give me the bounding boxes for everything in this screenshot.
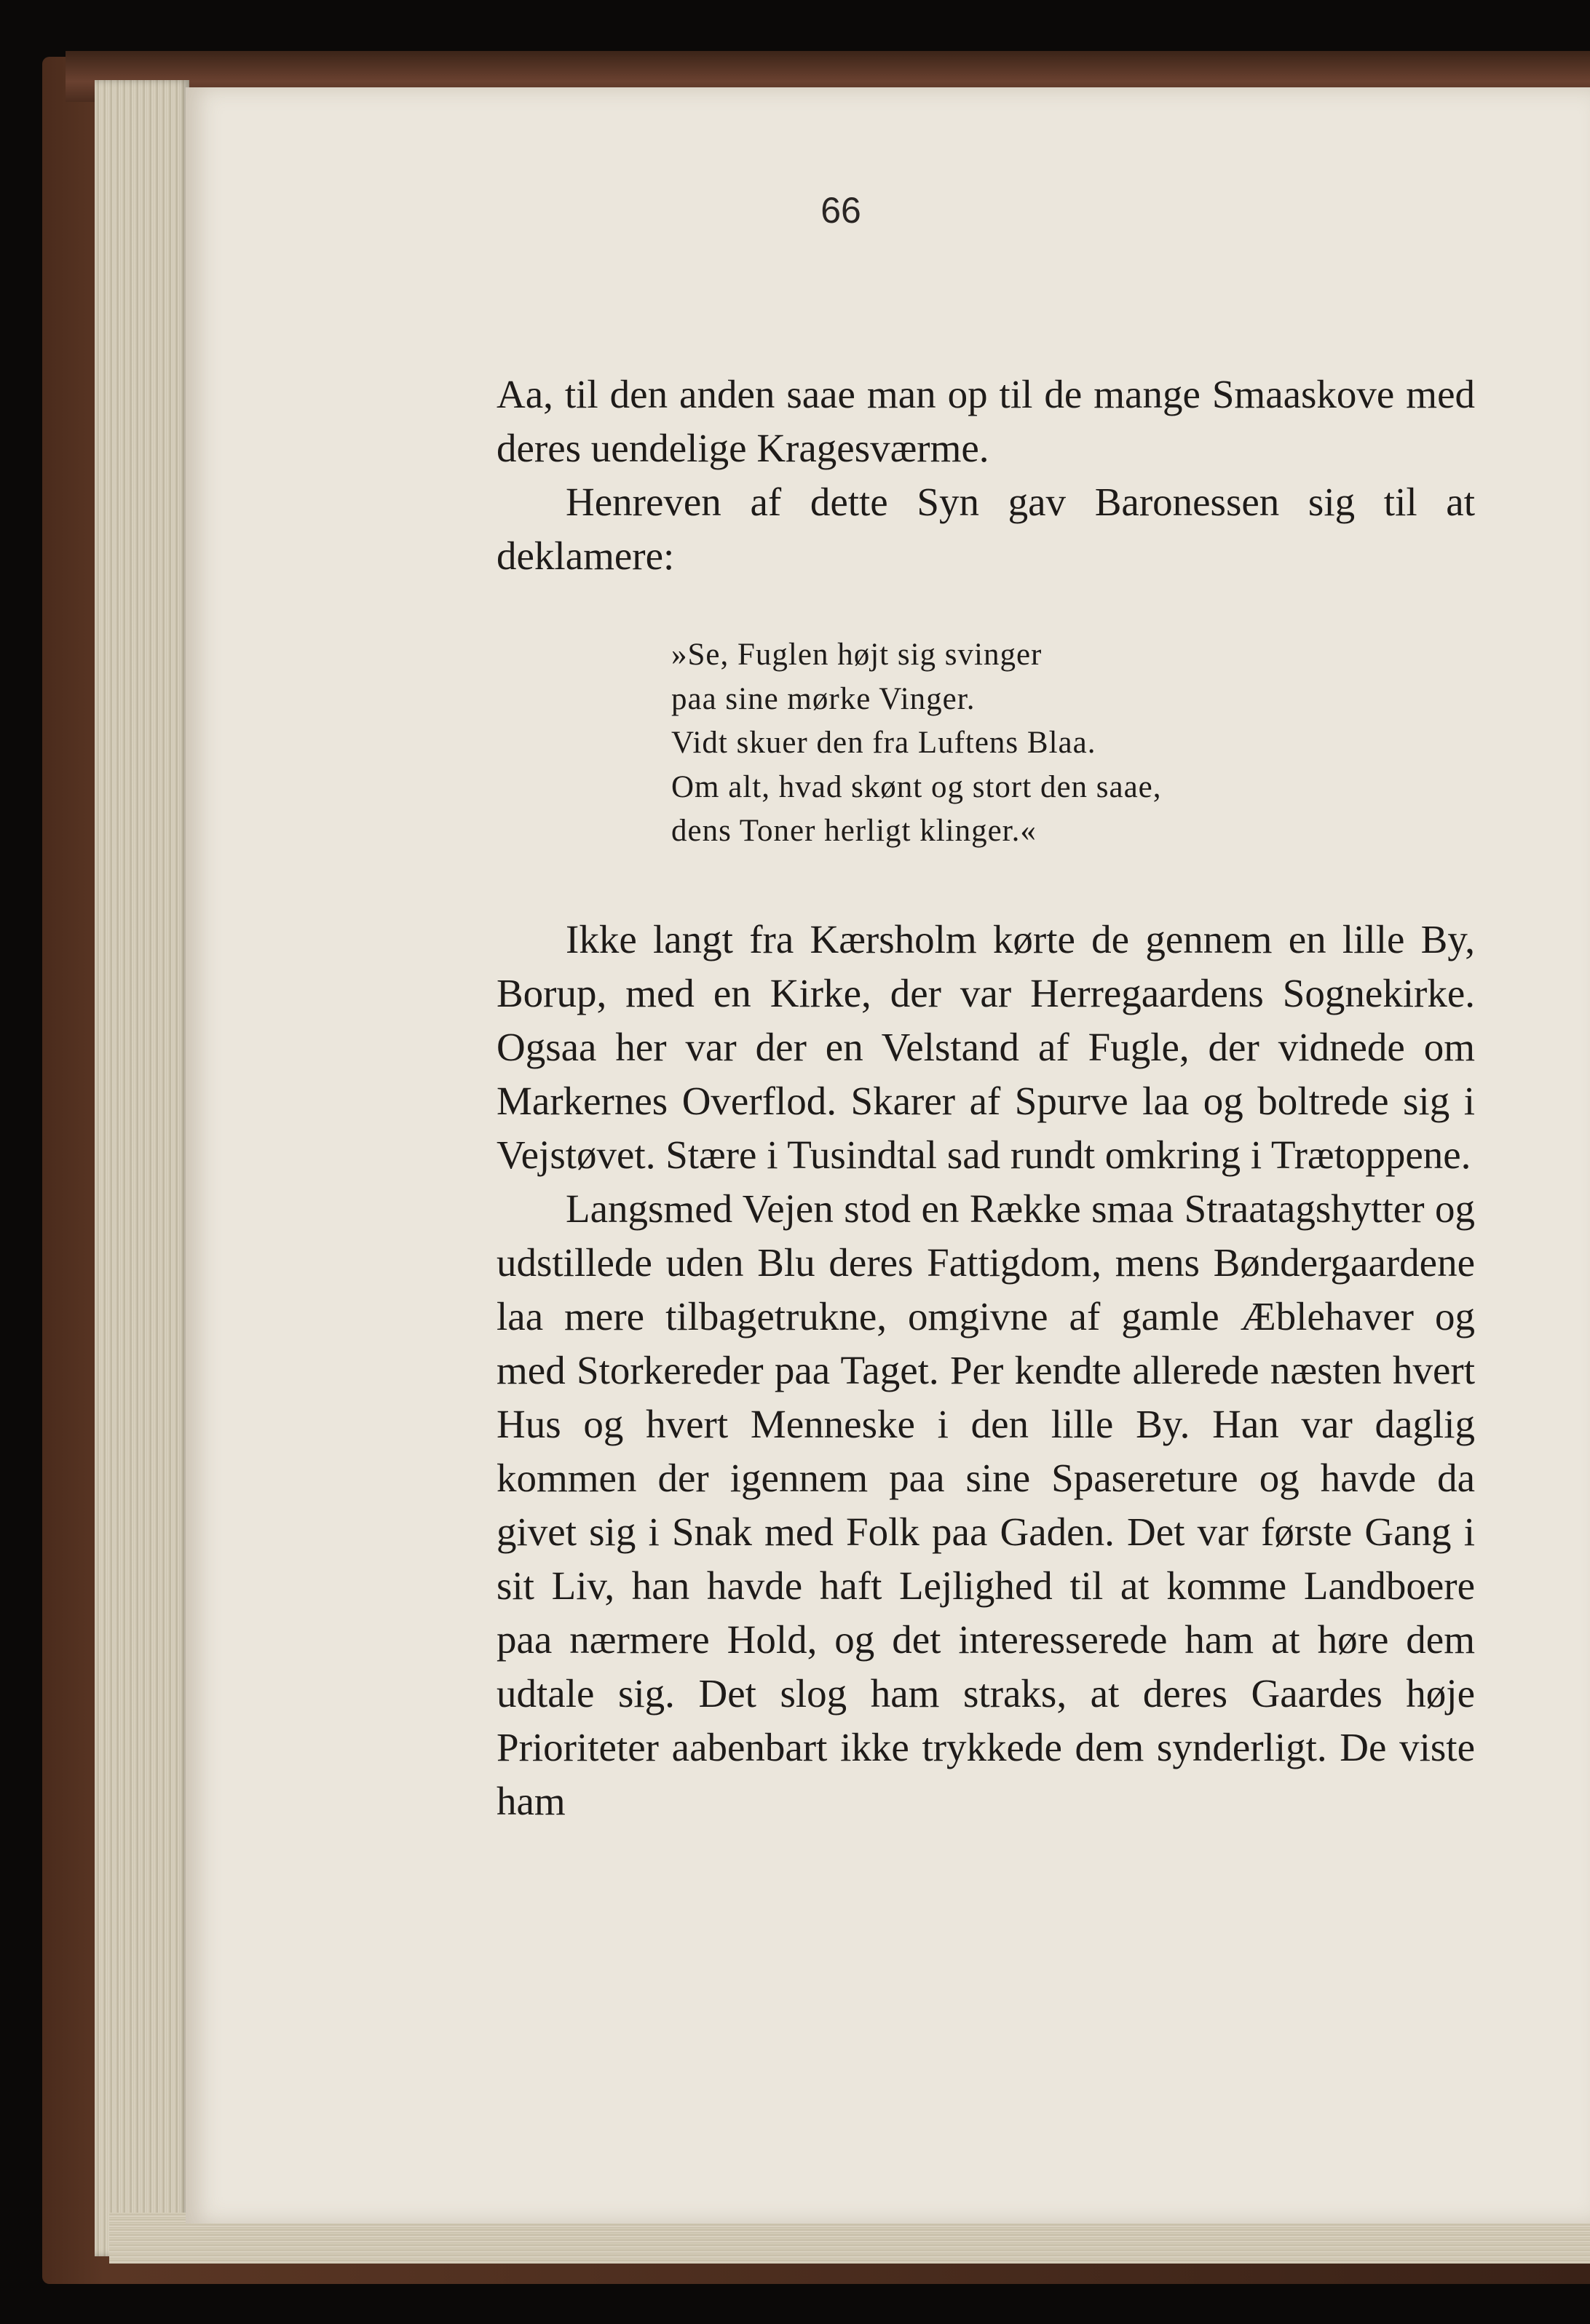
paragraph: Aa, til den anden saae man op til de mange Smaaskove med deres uendelige Kragesværme. (497, 372, 1475, 470)
poem-quote (671, 633, 1399, 854)
poem-line: dens Toner herligt klinger.« (671, 814, 1037, 848)
paragraph: Ikke langt fra Kærsholm kørte de gennem en lille By, Borup, med en Kirke, der var Herregaardens Sognekirke. Ogsaa her var der en Velstand af Fugle, der vidnede om Markernes Overflod. Skarer af Spurve laa og boltrede sig i Vejstøvet. Stære i Tusindtal sad rundt omkring i Trætoppene. (497, 917, 1475, 1177)
page-number: 66 (820, 190, 861, 231)
poem-line: Vidt skuer den fra Luftens Blaa. (671, 726, 1096, 760)
poem-line: »Se, Fuglen højt sig svinger (671, 638, 1043, 672)
poem-line: Om alt, hvad skønt og stort den saae, (671, 769, 1162, 804)
text-block-top (497, 368, 1475, 583)
text-block-bottom (497, 913, 1475, 1828)
paragraph: Langsmed Vejen stod en Række smaa Straatagshytter og udstillede uden Blu deres Fattigdom, mens Bøndergaardene laa mere tilbagetrukne, omgivne af gamle Æblehaver og med Storkereder paa Taget. Per kendte allerede næsten hvert Hus og hvert Menneske i den lille By. Han var daglig kommen der igennem paa sine Spasereture og havde da givet sig i Snak med Folk paa Gaden. Det var første Gang i sit Liv, han havde haft Lejlighed til at komme Landboere paa nærmere Hold, og det interesserede ham at høre dem udtale sig. Det slog ham straks, at deres Gaardes høje Prioriteter aabenbart ikke trykkede dem synderligt. De viste ham (497, 1186, 1475, 1823)
poem-line: paa sine mørke Vinger. (671, 681, 976, 716)
page-edges-left (95, 80, 189, 2256)
paragraph: Henreven af dette Syn gav Baronessen sig til at deklamere: (497, 480, 1475, 578)
